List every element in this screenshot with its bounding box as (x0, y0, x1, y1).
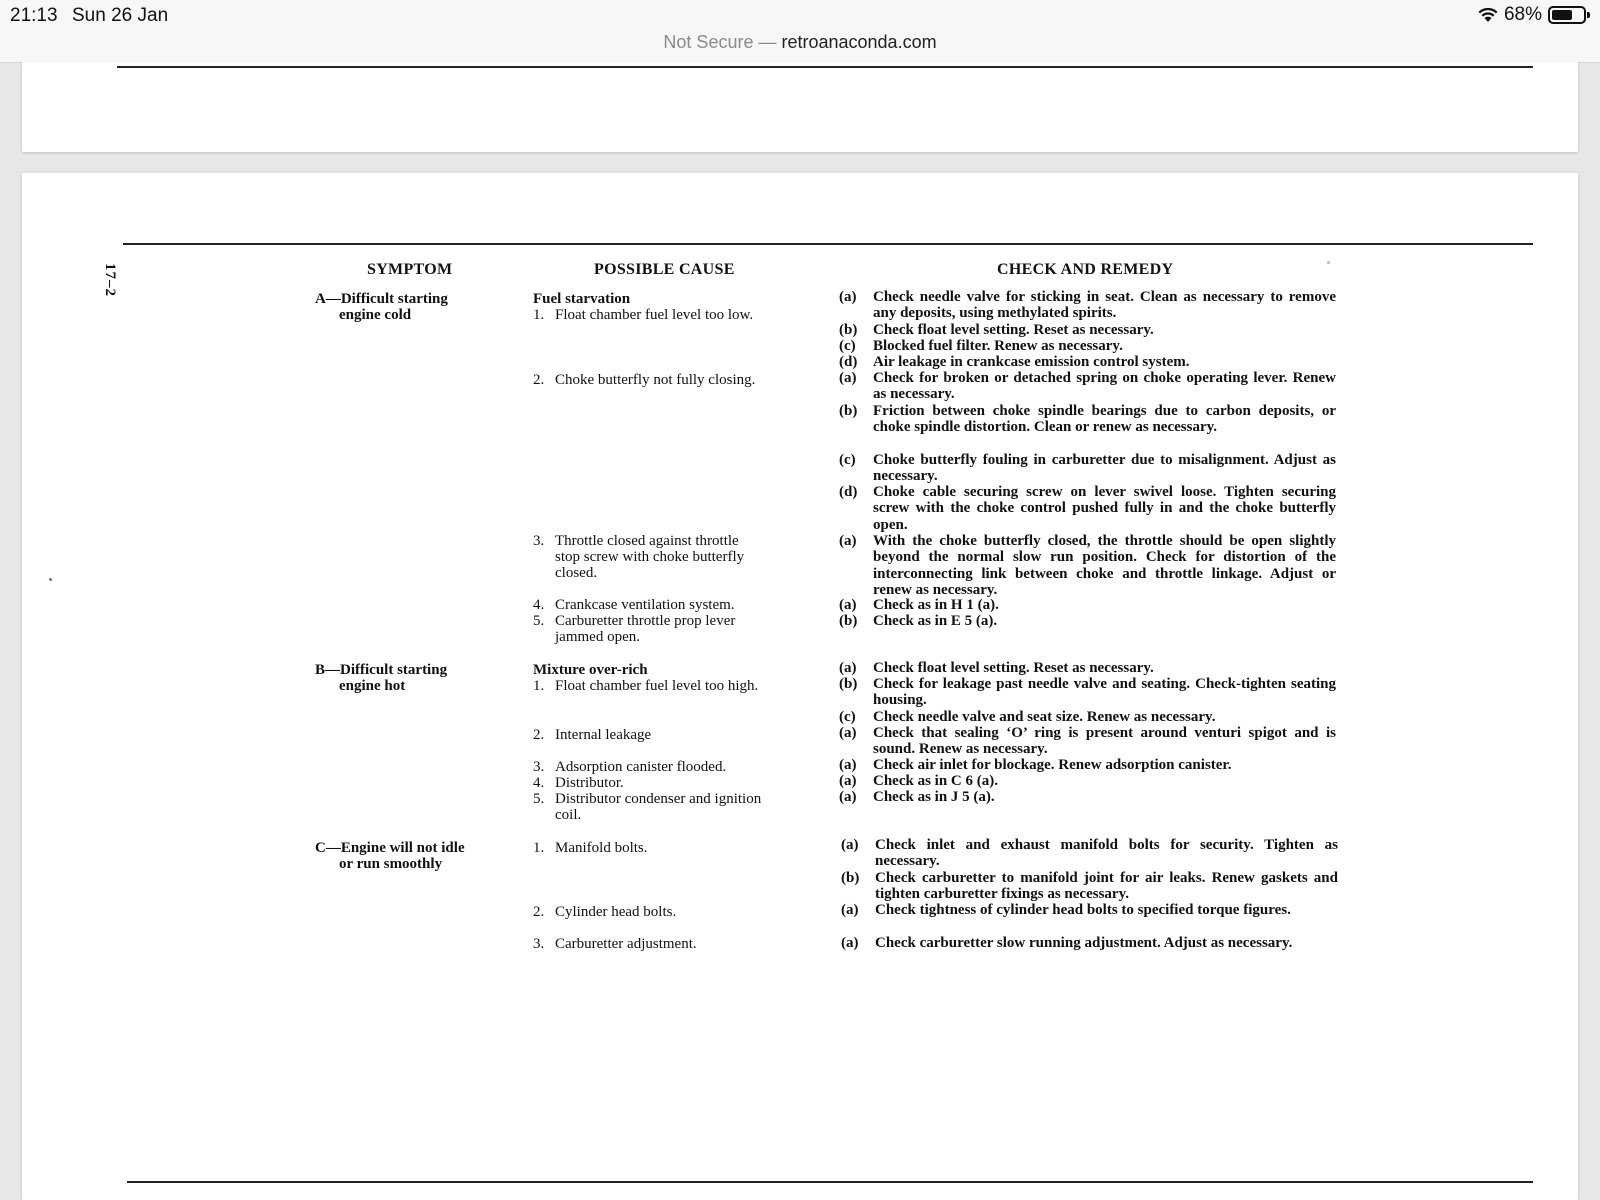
remedy-item: (a) Check needle valve for sticking in seat. Clean as necessary to remove any deposits, using methylated spirits. (839, 289, 1336, 322)
cause-item: 3. Adsorption canister flooded. (533, 759, 727, 775)
status-bar (0, 0, 1600, 63)
remedy-item: (b) Check float level setting. Reset as necessary. (839, 322, 1154, 338)
not-secure-label: Not Secure — (663, 32, 777, 52)
cause-item: 3. Throttle closed against throttle stop screw with choke butterfly closed. (533, 533, 745, 581)
margin-speck (49, 578, 52, 581)
remedy-item: (b) Check as in E 5 (a). (839, 613, 998, 629)
remedy-item: (a) Check as in C 6 (a). (839, 773, 999, 789)
remedy-item: (d) Air leakage in crankcase emission control system. (839, 354, 1190, 370)
battery-percentage: 68% (1503, 4, 1542, 25)
status-indicators (1478, 4, 1586, 26)
page-number: 17–2 (102, 263, 118, 297)
url-host: retroanaconda.com (781, 32, 937, 52)
remedy-item: (a) Check float level setting. Reset as necessary. (839, 660, 1154, 676)
cause-heading: Fuel starvation (533, 291, 631, 307)
cause-item: 2. Cylinder head bolts. (533, 904, 677, 920)
document-page (22, 173, 1578, 1200)
remedy-item: (a) Check inlet and exhaust manifold bolts for security. Tighten as necessary. (841, 837, 1338, 870)
cause-item: 4. Distributor. (533, 775, 624, 791)
remedy-item: (a) Check tightness of cylinder head bolts to specified torque figures. (841, 902, 1291, 918)
cause-item: 1. Float chamber fuel level too low. (533, 307, 754, 323)
cause-item: 5. Carburetter throttle prop lever jammed open. (533, 613, 736, 645)
symptom-c: C—Engine will not idle or run smoothly (315, 840, 465, 872)
remedy-item: (b) Friction between choke spindle bearings due to carbon deposits, or choke spindle distortion. Clean or renew as necessary. (839, 403, 1336, 436)
symptom-b: B—Difficult starting engine hot (315, 662, 448, 694)
cause-heading: Mixture over-rich (533, 662, 648, 678)
remedy-item: (a) Check air inlet for blockage. Renew adsorption canister. (839, 757, 1232, 773)
wifi-icon (1478, 7, 1498, 23)
previous-page (22, 62, 1578, 152)
symptom-a: A—Difficult starting engine cold (315, 291, 448, 323)
cause-item: 1. Float chamber fuel level too high. (533, 678, 759, 694)
page-rule (117, 66, 1533, 68)
remedy-item: (c) Check needle valve and seat size. Renew as necessary. (839, 709, 1216, 725)
header-symptom: SYMPTOM (367, 261, 453, 278)
status-date: Sun 26 Jan (72, 5, 169, 26)
status-time: 21:13 (10, 5, 58, 26)
battery-icon (1548, 6, 1586, 24)
remedy-item: (b) Check carburetter to manifold joint for air leaks. Renew gaskets and tighten carburetter fixings as necessary. (841, 870, 1338, 903)
address-bar[interactable] (0, 32, 1600, 53)
remedy-item: (d) Choke cable securing screw on lever swivel loose. Tighten securing screw with the choke control pushed fully in and the choke butterfly open. (839, 484, 1336, 533)
remedy-item: (b) Check for leakage past needle valve and seating. Check-tighten seating housing. (839, 676, 1336, 709)
cause-item: 2. Choke butterfly not fully closing. (533, 372, 756, 388)
remedy-item: (a) Check as in J 5 (a). (839, 789, 995, 805)
cause-item: 2. Internal leakage (533, 727, 652, 743)
remedy-item: (c) Choke butterfly fouling in carburetter due to misalignment. Adjust as necessary. (839, 452, 1336, 485)
header-check-and-remedy: CHECK AND REMEDY (997, 261, 1174, 278)
remedy-item: (c) Blocked fuel filter. Renew as necessary. (839, 338, 1123, 354)
remedy-item: (a) Check as in H 1 (a). (839, 597, 999, 613)
cause-item: 5. Distributor condenser and ignition coil. (533, 791, 762, 823)
page-rule-top (123, 243, 1533, 245)
remedy-item: (a) Check carburetter slow running adjustment. Adjust as necessary. (841, 935, 1293, 951)
cause-item: 4. Crankcase ventilation system. (533, 597, 735, 613)
remedy-item: (a) With the choke butterfly closed, the throttle should be open slightly beyond the normal slow run position. Check for distortion of the interconnecting link between choke and throttle linkage. Adjust or renew as necessary. (839, 533, 1336, 599)
battery-fill (1552, 10, 1572, 20)
page-rule-bottom (127, 1181, 1533, 1183)
remedy-item: (a) Check for broken or detached spring on choke operating lever. Renew as necessary. (839, 370, 1336, 403)
remedy-item: (a) Check that sealing ‘O’ ring is present around venturi spigot and is sound. Renew as necessary. (839, 725, 1336, 758)
cause-item: 3. Carburetter adjustment. (533, 936, 697, 952)
cause-item: 1. Manifold bolts. (533, 840, 648, 856)
header-possible-cause: POSSIBLE CAUSE (594, 261, 735, 278)
